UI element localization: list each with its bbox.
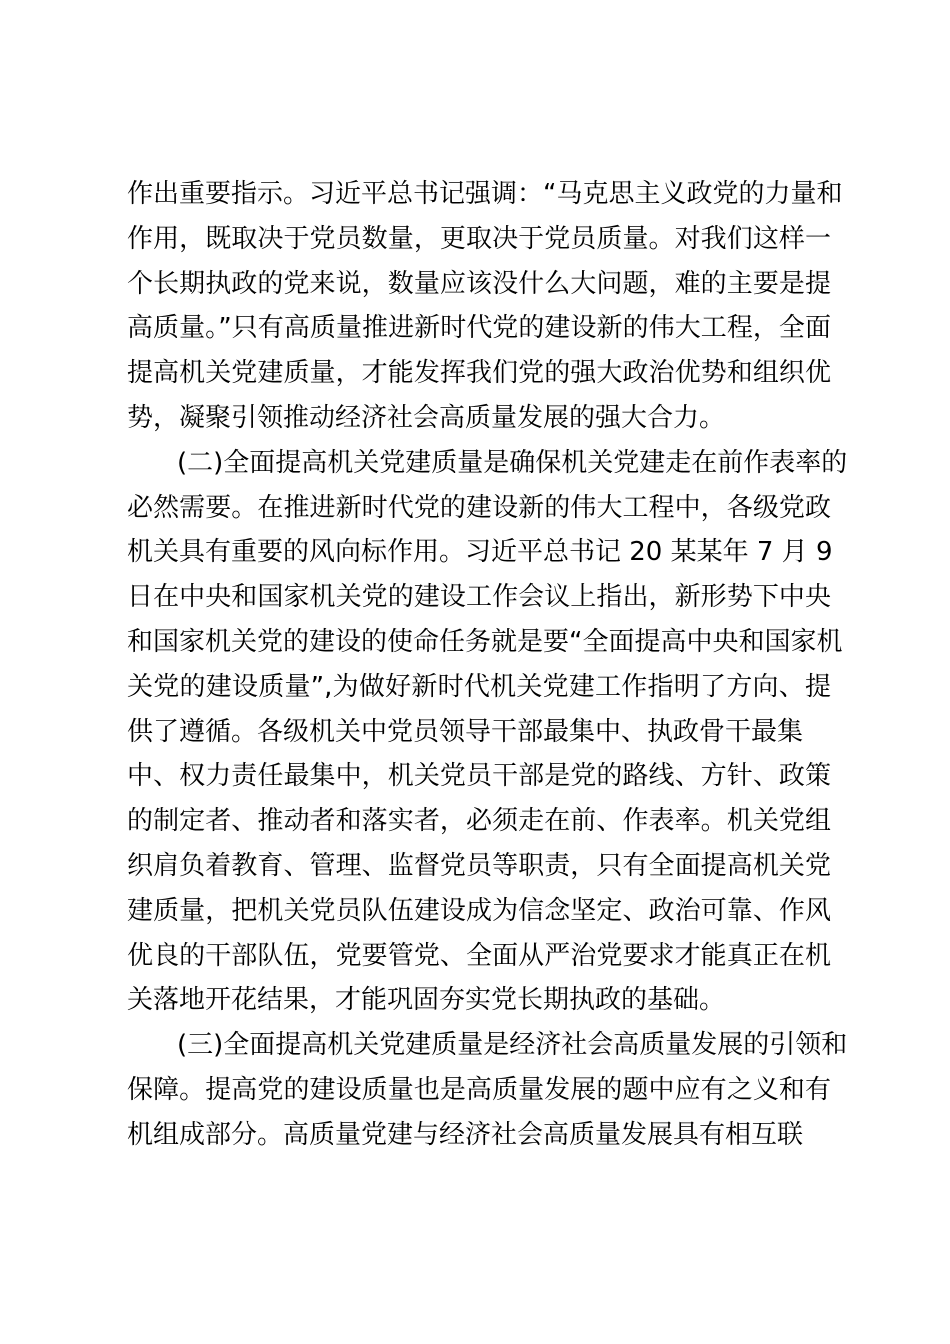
text-line: 的制定者、推动者和落实者，必须走在前、作表率。机关党组 [127,806,831,837]
text-line: 机组成部分。高质量党建与经济社会高质量发展具有相互联 [127,1119,804,1150]
text-line: 建质量，把机关党员队伍建设成为信念坚定、政治可靠、作风 [127,895,831,926]
text-line: 和国家机关党的建设的使命任务就是要“全面提高中央和国家机 [127,626,843,657]
text-line: 高质量。”只有高质量推进新时代党的建设新的伟大工程，全面 [127,313,831,344]
text-line: 必然需要。在推进新时代党的建设新的伟大工程中，各级党政 [127,492,831,523]
body-text [127,172,848,1158]
paragraph-heading-3: (三)全面提高机关党建质量是经济社会高质量发展的引领和 [177,1030,848,1061]
text-line: 优良的干部队伍，党要管党、全面从严治党要求才能真正在机 [127,940,831,971]
text-line: 提高机关党建质量，才能发挥我们党的强大政治优势和组织优 [127,358,831,389]
text-line: 中、权力责任最集中，机关党员干部是党的路线、方针、政策 [127,761,831,792]
text-line: 个长期执政的党来说，数量应该没什么大问题，难的主要是提 [127,268,831,299]
text-line: 关落地开花结果，才能巩固夯实党长期执政的基础。 [127,985,726,1016]
text-line: 机关具有重要的风向标作用。习近平总书记 20 某某年 7 月 9 [127,537,833,568]
paragraph-heading-2: (二)全面提高机关党建质量是确保机关党建走在前作表率的 [177,447,848,478]
text-line: 作出重要指示。习近平总书记强调：“马克思主义政党的力量和 [127,179,843,209]
text-line: 供了遵循。各级机关中党员领导干部最集中、执政骨干最集 [127,716,804,747]
text-line: 保障。提高党的建设质量也是高质量发展的题中应有之义和有 [127,1074,831,1105]
text-line: 势，凝聚引领推动经济社会高质量发展的强大合力。 [127,402,726,433]
text-line: 织肩负着教育、管理、监督党员等职责，只有全面提高机关党 [127,850,831,881]
text-line: 日在中央和国家机关党的建设工作会议上指出，新形势下中央 [127,582,831,613]
text-line: 作用，既取决于党员数量，更取决于党员质量。对我们这样一 [127,223,831,254]
text-line: 关党的建设质量”,为做好新时代机关党建工作指明了方向、提 [127,671,831,702]
